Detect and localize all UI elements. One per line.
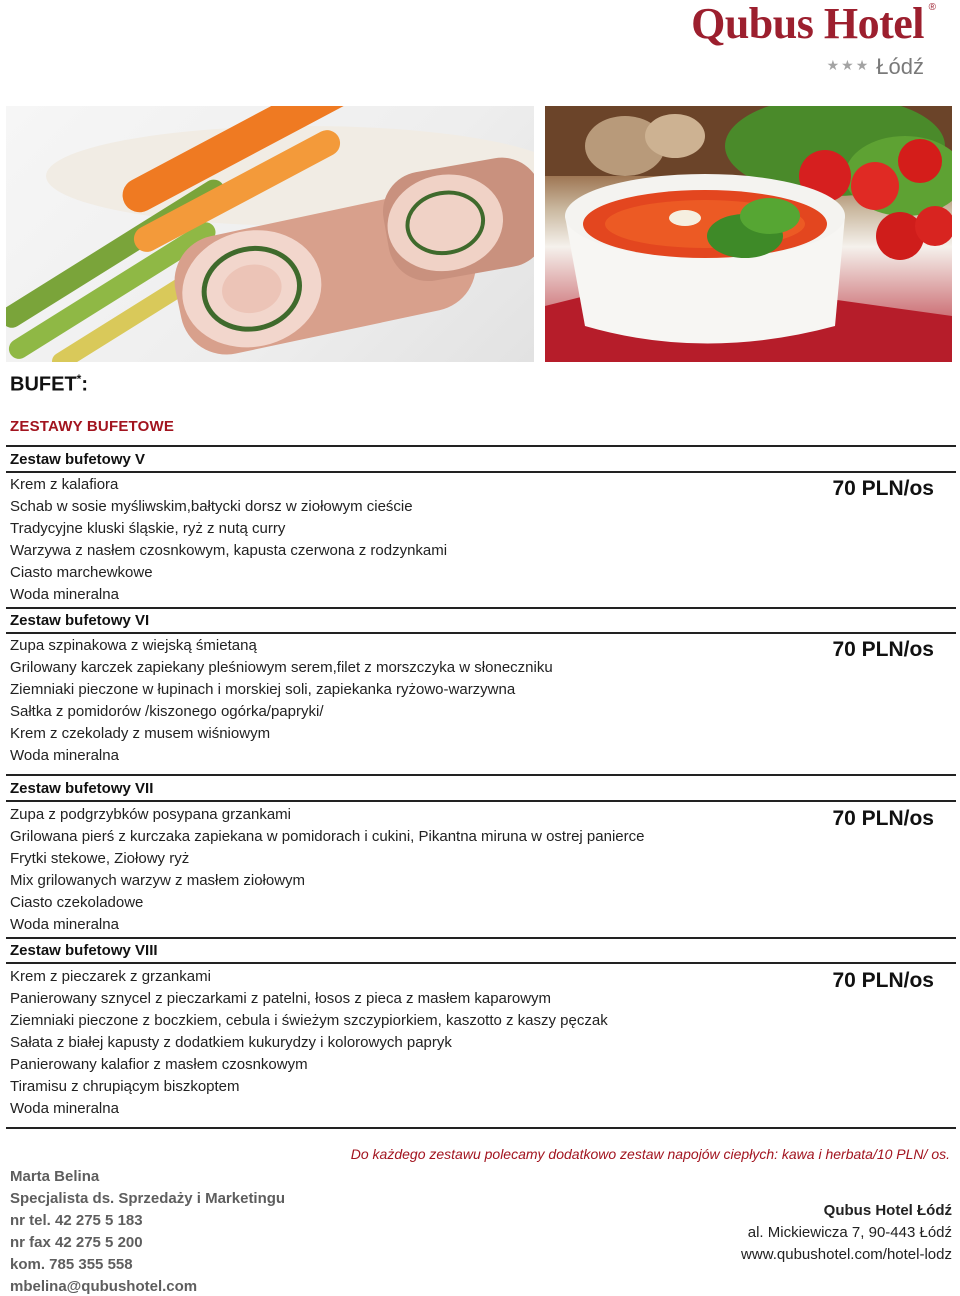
set-name: Zestaw bufetowy VI	[10, 612, 150, 629]
set-price: 70 PLN/os	[832, 969, 934, 992]
divider	[6, 471, 956, 473]
contact-name: Marta Belina	[10, 1168, 100, 1185]
contact-mobile: kom. 785 355 558	[10, 1256, 133, 1273]
menu-item: Schab w sosie myśliwskim,bałtycki dorsz w ziołowym cieście	[10, 498, 413, 515]
hotel-logo	[664, 0, 936, 84]
hotel-name: Qubus Hotel Łódź	[823, 1202, 952, 1219]
menu-item: Grilowany karczek zapiekany pleśniowym serem,filet z morszczyka w słoneczniku	[10, 659, 553, 676]
bufet-label: BUFET	[10, 373, 77, 396]
menu-item: Sałtka z pomidorów /kiszonego ogórka/papryki/	[10, 703, 324, 720]
set-items-list	[10, 635, 553, 767]
menu-item: Krem z czekolady z musem wiśniowym	[10, 725, 271, 742]
divider	[6, 607, 956, 609]
menu-item: Zupa szpinakowa z wiejską śmietaną	[10, 637, 257, 654]
logo-wordmark: Qubus Hotel	[691, 0, 924, 48]
set-price: 70 PLN/os	[832, 807, 934, 830]
divider	[6, 445, 956, 447]
menu-item: Mix grilowanych warzyw z masłem ziołowym	[10, 872, 306, 889]
menu-item: Warzywa z nasłem czosnkowym, kapusta czerwona z rodzynkami	[10, 542, 448, 559]
hot-drinks-note: Do każdego zestawu polecamy dodatkowo zestaw napojów ciepłych: kawa i herbata/10 PLN/ os.	[350, 1146, 950, 1162]
divider	[6, 1127, 956, 1129]
menu-item: Tradycyjne kluski śląskie, ryż z nutą curry	[10, 520, 286, 537]
menu-item: Ziemniaki pieczone z boczkiem, cebula i świeżym szczypiorkiem, kaszotto z kaszy pęczak	[10, 1012, 608, 1029]
menu-item: Krem z pieczarek z grzankami	[10, 968, 211, 985]
logo-city: Łódź	[876, 54, 924, 79]
divider	[6, 774, 956, 776]
divider	[6, 800, 956, 802]
menu-item: Woda mineralna	[10, 1100, 119, 1117]
menu-item: Woda mineralna	[10, 747, 119, 764]
contact-fax: nr fax 42 275 5 200	[10, 1234, 143, 1251]
set-name: Zestaw bufetowy V	[10, 451, 146, 468]
section-title: ZESTAWY BUFETOWE	[10, 418, 175, 435]
menu-item: Panierowany kalafior z masłem czosnkowym	[10, 1056, 308, 1073]
hotel-stars-icon: ★★★	[826, 57, 871, 73]
set-items-list	[10, 966, 608, 1120]
registered-mark: ®	[928, 2, 936, 13]
hotel-address-block	[741, 1200, 952, 1266]
menu-item: Grilowana pierś z kurczaka zapiekana w pomidorach i cukini, Pikantna miruna w ostrej panierce	[10, 828, 645, 845]
tomato-soup-bowl-photo	[545, 106, 952, 362]
contact-phone: nr tel. 42 275 5 183	[10, 1212, 143, 1229]
divider	[6, 632, 956, 634]
logo-subline	[664, 52, 924, 80]
set-price: 70 PLN/os	[832, 477, 934, 500]
menu-item: Frytki stekowe, Ziołowy ryż	[10, 850, 190, 867]
contact-email[interactable]: mbelina@qubushotel.com	[10, 1278, 198, 1295]
bufet-asterisk: *	[76, 372, 82, 386]
menu-item: Woda mineralna	[10, 916, 119, 933]
hotel-address: al. Mickiewicza 7, 90-443 Łódź	[747, 1224, 952, 1241]
menu-item: Zupa z podgrzybków posypana grzankami	[10, 806, 291, 823]
menu-item: Sałata z białej kapusty z dodatkiem kukurydzy i kolorowych papryk	[10, 1034, 452, 1051]
divider	[6, 962, 956, 964]
bufet-heading	[10, 372, 88, 397]
menu-item: Ciasto marchewkowe	[10, 564, 153, 581]
set-name: Zestaw bufetowy VII	[10, 780, 154, 797]
menu-item: Ciasto czekoladowe	[10, 894, 144, 911]
set-price: 70 PLN/os	[832, 638, 934, 661]
hotel-website-link[interactable]: www.qubushotel.com/hotel-lodz	[741, 1246, 952, 1263]
bufet-colon: :	[81, 373, 89, 396]
menu-item: Panierowany sznycel z pieczarkami z patelni, łosos z pieca z masłem kaparowym	[10, 990, 552, 1007]
pork-roulade-with-vegetables-photo	[6, 106, 534, 362]
divider	[6, 937, 956, 939]
contact-role: Specjalista ds. Sprzedaży i Marketingu	[10, 1190, 286, 1207]
menu-item: Krem z kalafiora	[10, 476, 119, 493]
set-items-list	[10, 474, 447, 606]
contact-block	[10, 1166, 285, 1296]
menu-item: Tiramisu z chrupiącym biszkoptem	[10, 1078, 240, 1095]
menu-item: Woda mineralna	[10, 586, 119, 603]
menu-item: Ziemniaki pieczone w łupinach i morskiej soli, zapiekanka ryżowo-warzywna	[10, 681, 516, 698]
set-name: Zestaw bufetowy VIII	[10, 942, 158, 959]
set-items-list	[10, 804, 644, 936]
